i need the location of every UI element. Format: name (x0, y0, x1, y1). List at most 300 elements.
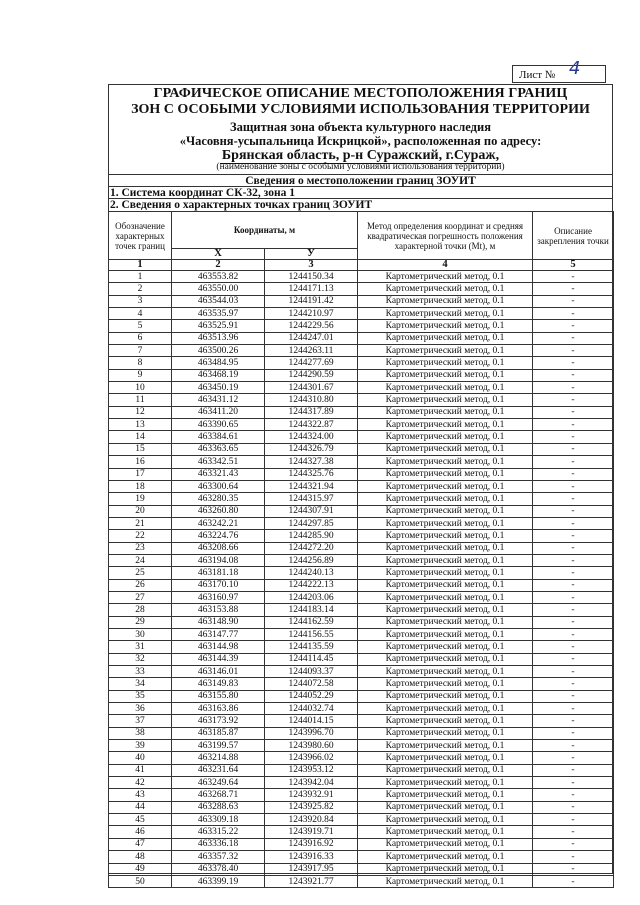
table-row (109, 295, 614, 307)
table-row (109, 517, 614, 529)
point-id-cell: 11 (109, 394, 172, 406)
y-coordinate-cell: 1243920.84 (265, 814, 358, 826)
y-coordinate-cell: 1243917.95 (265, 863, 358, 875)
x-coordinate-cell: 463363.65 (172, 443, 265, 455)
description-cell: - (533, 406, 614, 418)
point-id-cell: 27 (109, 591, 172, 603)
method-cell: Картометрический метод, 0.1 (358, 579, 533, 591)
point-id-cell: 34 (109, 678, 172, 690)
description-cell: - (533, 394, 614, 406)
description-cell: - (533, 283, 614, 295)
method-cell: Картометрический метод, 0.1 (358, 715, 533, 727)
x-coordinate-cell: 463231.64 (172, 764, 265, 776)
y-coordinate-cell: 1244315.97 (265, 493, 358, 505)
table-row (109, 863, 614, 875)
description-cell: - (533, 345, 614, 357)
description-cell: - (533, 777, 614, 789)
point-id-cell: 26 (109, 579, 172, 591)
point-id-cell: 29 (109, 616, 172, 628)
method-cell: Картометрический метод, 0.1 (358, 332, 533, 344)
point-id-cell: 28 (109, 604, 172, 616)
description-cell: - (533, 764, 614, 776)
x-coordinate-cell: 463550.00 (172, 283, 265, 295)
title-line-2: ЗОН С ОСОБЫМИ УСЛОВИЯМИ ИСПОЛЬЗОВАНИЯ ТЕРРИТОРИИ (131, 102, 590, 117)
method-cell: Картометрический метод, 0.1 (358, 505, 533, 517)
point-id-cell: 21 (109, 517, 172, 529)
table-row (109, 431, 614, 443)
description-cell: - (533, 579, 614, 591)
title-line-3: Защитная зона объекта культурного наследия (230, 120, 491, 134)
point-id-cell: 50 (109, 875, 172, 887)
column-number: 4 (358, 260, 533, 271)
x-coordinate-cell: 463342.51 (172, 456, 265, 468)
y-coordinate-cell: 1244297.85 (265, 517, 358, 529)
description-cell: - (533, 468, 614, 480)
point-id-cell: 14 (109, 431, 172, 443)
method-cell: Картометрический метод, 0.1 (358, 690, 533, 702)
x-coordinate-cell: 463185.87 (172, 727, 265, 739)
x-coordinate-cell: 463280.35 (172, 493, 265, 505)
method-cell: Картометрический метод, 0.1 (358, 431, 533, 443)
description-cell: - (533, 814, 614, 826)
description-cell: - (533, 752, 614, 764)
table-row (109, 530, 614, 542)
points-heading: 2. Сведения о характерных точках границ ЗОУИТ (108, 198, 613, 211)
description-cell: - (533, 666, 614, 678)
method-cell: Картометрический метод, 0.1 (358, 320, 533, 332)
y-coordinate-cell: 1244325.76 (265, 468, 358, 480)
y-coordinate-cell: 1244326.79 (265, 443, 358, 455)
method-cell: Картометрический метод, 0.1 (358, 419, 533, 431)
point-id-cell: 46 (109, 826, 172, 838)
table-row (109, 357, 614, 369)
y-coordinate-cell: 1244183.14 (265, 604, 358, 616)
x-coordinate-cell: 463260.80 (172, 505, 265, 517)
description-cell: - (533, 641, 614, 653)
table-row (109, 764, 614, 776)
point-id-cell: 30 (109, 628, 172, 640)
y-coordinate-cell: 1243921.77 (265, 875, 358, 887)
point-id-cell: 12 (109, 406, 172, 418)
column-number: 2 (172, 260, 265, 271)
method-cell: Картометрический метод, 0.1 (358, 345, 533, 357)
y-coordinate-cell: 1244150.34 (265, 271, 358, 283)
table-row (109, 616, 614, 628)
table-row (109, 777, 614, 789)
x-coordinate-cell: 463194.08 (172, 554, 265, 566)
description-cell: - (533, 740, 614, 752)
y-coordinate-cell: 1244256.89 (265, 554, 358, 566)
x-coordinate-cell: 463153.88 (172, 604, 265, 616)
description-cell: - (533, 493, 614, 505)
method-cell: Картометрический метод, 0.1 (358, 628, 533, 640)
y-coordinate-cell: 1244072.58 (265, 678, 358, 690)
x-coordinate-cell: 463544.03 (172, 295, 265, 307)
x-coordinate-cell: 463249.64 (172, 777, 265, 789)
y-coordinate-cell: 1243932.91 (265, 789, 358, 801)
point-id-cell: 40 (109, 752, 172, 764)
method-cell: Картометрический метод, 0.1 (358, 493, 533, 505)
y-coordinate-cell: 1244156.55 (265, 628, 358, 640)
point-id-cell: 4 (109, 308, 172, 320)
x-coordinate-cell: 463224.76 (172, 530, 265, 542)
method-cell: Картометрический метод, 0.1 (358, 851, 533, 863)
y-coordinate-cell: 1244322.87 (265, 419, 358, 431)
description-cell: - (533, 826, 614, 838)
method-cell: Картометрический метод, 0.1 (358, 826, 533, 838)
method-cell: Картометрический метод, 0.1 (358, 752, 533, 764)
column-number: 5 (533, 260, 614, 271)
point-id-cell: 24 (109, 554, 172, 566)
table-row (109, 591, 614, 603)
table-row (109, 345, 614, 357)
y-coordinate-cell: 1244171.13 (265, 283, 358, 295)
table-row (109, 542, 614, 554)
x-coordinate-cell: 463384.61 (172, 431, 265, 443)
x-coordinate-cell: 463148.90 (172, 616, 265, 628)
table-row (109, 456, 614, 468)
method-cell: Картометрический метод, 0.1 (358, 678, 533, 690)
y-coordinate-cell: 1244327.38 (265, 456, 358, 468)
table-row (109, 283, 614, 295)
description-cell: - (533, 357, 614, 369)
x-coordinate-cell: 463535.97 (172, 308, 265, 320)
method-cell: Картометрический метод, 0.1 (358, 740, 533, 752)
point-id-cell: 8 (109, 357, 172, 369)
description-cell: - (533, 419, 614, 431)
column-number: 1 (109, 260, 172, 271)
column-number: 3 (265, 260, 358, 271)
method-cell: Картометрический метод, 0.1 (358, 875, 533, 887)
header-method: Метод определения координат и средняя квадратическая погрешность положения характерной точки (Mt), м (358, 212, 533, 260)
point-id-cell: 17 (109, 468, 172, 480)
x-coordinate-cell: 463399.19 (172, 875, 265, 887)
table-row (109, 567, 614, 579)
x-coordinate-cell: 463553.82 (172, 271, 265, 283)
y-coordinate-cell: 1244290.59 (265, 369, 358, 381)
y-coordinate-cell: 1243996.70 (265, 727, 358, 739)
y-coordinate-cell: 1244114.45 (265, 653, 358, 665)
header-description: Описание закрепления точки (533, 212, 614, 260)
point-id-cell: 5 (109, 320, 172, 332)
table-row (109, 838, 614, 850)
table-row (109, 814, 614, 826)
x-coordinate-cell: 463390.65 (172, 419, 265, 431)
table-row (109, 666, 614, 678)
description-cell: - (533, 616, 614, 628)
description-cell: - (533, 382, 614, 394)
table-row (109, 308, 614, 320)
y-coordinate-cell: 1243919.71 (265, 826, 358, 838)
table-row (109, 554, 614, 566)
table-row (109, 653, 614, 665)
sheet-number: 4 (569, 58, 581, 79)
x-coordinate-cell: 463144.39 (172, 653, 265, 665)
table-row (109, 419, 614, 431)
y-coordinate-cell: 1244301.67 (265, 382, 358, 394)
point-id-cell: 13 (109, 419, 172, 431)
header-y: У (265, 249, 358, 260)
x-coordinate-cell: 463147.77 (172, 628, 265, 640)
table-row (109, 715, 614, 727)
table-row (109, 369, 614, 381)
x-coordinate-cell: 463170.10 (172, 579, 265, 591)
method-cell: Картометрический метод, 0.1 (358, 480, 533, 492)
table-row (109, 604, 614, 616)
x-coordinate-cell: 463288.63 (172, 801, 265, 813)
y-coordinate-cell: 1244307.91 (265, 505, 358, 517)
y-coordinate-cell: 1244052.29 (265, 690, 358, 702)
table-row (109, 875, 614, 887)
table-row (109, 493, 614, 505)
x-coordinate-cell: 463268.71 (172, 789, 265, 801)
x-coordinate-cell: 463309.18 (172, 814, 265, 826)
y-coordinate-cell: 1243925.82 (265, 801, 358, 813)
y-coordinate-cell: 1244210.97 (265, 308, 358, 320)
x-coordinate-cell: 463336.18 (172, 838, 265, 850)
x-coordinate-cell: 463484.95 (172, 357, 265, 369)
table-row (109, 690, 614, 702)
y-coordinate-cell: 1244247.01 (265, 332, 358, 344)
y-coordinate-cell: 1244135.59 (265, 641, 358, 653)
sheet-number-box (512, 58, 606, 83)
point-id-cell: 25 (109, 567, 172, 579)
point-id-cell: 1 (109, 271, 172, 283)
x-coordinate-cell: 463160.97 (172, 591, 265, 603)
method-cell: Картометрический метод, 0.1 (358, 653, 533, 665)
point-id-cell: 41 (109, 764, 172, 776)
sheet-label: Лист № (519, 69, 556, 81)
table-row (109, 851, 614, 863)
description-cell: - (533, 271, 614, 283)
table-row (109, 678, 614, 690)
method-cell: Картометрический метод, 0.1 (358, 591, 533, 603)
title-line-1: ГРАФИЧЕСКОЕ ОПИСАНИЕ МЕСТОПОЛОЖЕНИЯ ГРАНИЦ (153, 86, 568, 101)
table-row (109, 789, 614, 801)
method-cell: Картометрический метод, 0.1 (358, 789, 533, 801)
x-coordinate-cell: 463468.19 (172, 369, 265, 381)
y-coordinate-cell: 1244317.89 (265, 406, 358, 418)
method-cell: Картометрический метод, 0.1 (358, 443, 533, 455)
points-table (108, 211, 614, 888)
description-cell: - (533, 480, 614, 492)
x-coordinate-cell: 463155.80 (172, 690, 265, 702)
y-coordinate-cell: 1244014.15 (265, 715, 358, 727)
point-id-cell: 39 (109, 740, 172, 752)
point-id-cell: 48 (109, 851, 172, 863)
point-id-cell: 45 (109, 814, 172, 826)
y-coordinate-cell: 1244321.94 (265, 480, 358, 492)
description-cell: - (533, 604, 614, 616)
table-row (109, 271, 614, 283)
description-cell: - (533, 789, 614, 801)
method-cell: Картометрический метод, 0.1 (358, 801, 533, 813)
method-cell: Картометрический метод, 0.1 (358, 554, 533, 566)
description-cell: - (533, 320, 614, 332)
point-id-cell: 47 (109, 838, 172, 850)
description-cell: - (533, 875, 614, 887)
x-coordinate-cell: 463199.57 (172, 740, 265, 752)
method-cell: Картометрический метод, 0.1 (358, 382, 533, 394)
table-row (109, 505, 614, 517)
description-cell: - (533, 431, 614, 443)
table-row (109, 740, 614, 752)
y-coordinate-cell: 1244324.00 (265, 431, 358, 443)
point-id-cell: 44 (109, 801, 172, 813)
y-coordinate-cell: 1243980.60 (265, 740, 358, 752)
method-cell: Картометрический метод, 0.1 (358, 517, 533, 529)
y-coordinate-cell: 1244277.69 (265, 357, 358, 369)
table-row (109, 752, 614, 764)
y-coordinate-cell: 1244191.42 (265, 295, 358, 307)
table-row (109, 826, 614, 838)
table-row (109, 579, 614, 591)
address-text: Брянская область, р-н Суражский, г.Сураж, (221, 148, 500, 163)
description-cell: - (533, 369, 614, 381)
y-coordinate-cell: 1243942.04 (265, 777, 358, 789)
method-cell: Картометрический метод, 0.1 (358, 271, 533, 283)
table-row (109, 320, 614, 332)
method-cell: Картометрический метод, 0.1 (358, 666, 533, 678)
description-cell: - (533, 703, 614, 715)
description-cell: - (533, 628, 614, 640)
y-coordinate-cell: 1244032.74 (265, 703, 358, 715)
method-cell: Картометрический метод, 0.1 (358, 764, 533, 776)
method-cell: Картометрический метод, 0.1 (358, 838, 533, 850)
x-coordinate-cell: 463513.96 (172, 332, 265, 344)
table-row (109, 443, 614, 455)
x-coordinate-cell: 463208.66 (172, 542, 265, 554)
method-cell: Картометрический метод, 0.1 (358, 814, 533, 826)
description-cell: - (533, 505, 614, 517)
x-coordinate-cell: 463315.22 (172, 826, 265, 838)
table-row (109, 406, 614, 418)
header-coordinates: Координаты, м (172, 212, 358, 249)
point-id-cell: 31 (109, 641, 172, 653)
y-coordinate-cell: 1243916.33 (265, 851, 358, 863)
y-coordinate-cell: 1244310.80 (265, 394, 358, 406)
description-cell: - (533, 308, 614, 320)
x-coordinate-cell: 463163.86 (172, 703, 265, 715)
table-row (109, 480, 614, 492)
method-cell: Картометрический метод, 0.1 (358, 530, 533, 542)
method-cell: Картометрический метод, 0.1 (358, 394, 533, 406)
x-coordinate-cell: 463214.88 (172, 752, 265, 764)
y-coordinate-cell: 1244229.56 (265, 320, 358, 332)
description-cell: - (533, 591, 614, 603)
point-id-cell: 16 (109, 456, 172, 468)
x-coordinate-cell: 463450.19 (172, 382, 265, 394)
y-coordinate-cell: 1244162.59 (265, 616, 358, 628)
table-row (109, 641, 614, 653)
point-id-cell: 33 (109, 666, 172, 678)
table-row (109, 628, 614, 640)
point-id-cell: 42 (109, 777, 172, 789)
method-cell: Картометрический метод, 0.1 (358, 863, 533, 875)
description-cell: - (533, 715, 614, 727)
point-id-cell: 43 (109, 789, 172, 801)
section-title: Сведения о местоположении границ ЗОУИТ (108, 174, 613, 186)
table-row (109, 727, 614, 739)
description-cell: - (533, 456, 614, 468)
x-coordinate-cell: 463525.91 (172, 320, 265, 332)
y-coordinate-cell: 1243966.02 (265, 752, 358, 764)
coordinate-system: 1. Система координат СК-32, зона 1 (108, 186, 613, 198)
point-id-cell: 19 (109, 493, 172, 505)
y-coordinate-cell: 1244272.20 (265, 542, 358, 554)
x-coordinate-cell: 463411.20 (172, 406, 265, 418)
method-cell: Картометрический метод, 0.1 (358, 703, 533, 715)
x-coordinate-cell: 463357.32 (172, 851, 265, 863)
point-id-cell: 38 (109, 727, 172, 739)
description-cell: - (533, 653, 614, 665)
method-cell: Картометрический метод, 0.1 (358, 456, 533, 468)
y-coordinate-cell: 1244285.90 (265, 530, 358, 542)
point-id-cell: 37 (109, 715, 172, 727)
x-coordinate-cell: 463378.40 (172, 863, 265, 875)
method-cell: Картометрический метод, 0.1 (358, 468, 533, 480)
method-cell: Картометрический метод, 0.1 (358, 641, 533, 653)
method-cell: Картометрический метод, 0.1 (358, 369, 533, 381)
x-coordinate-cell: 463242.21 (172, 517, 265, 529)
x-coordinate-cell: 463149.83 (172, 678, 265, 690)
point-id-cell: 9 (109, 369, 172, 381)
table-row (109, 801, 614, 813)
method-cell: Картометрический метод, 0.1 (358, 727, 533, 739)
point-id-cell: 36 (109, 703, 172, 715)
x-coordinate-cell: 463431.12 (172, 394, 265, 406)
table-row (109, 332, 614, 344)
y-coordinate-cell: 1243953.12 (265, 764, 358, 776)
description-cell: - (533, 517, 614, 529)
point-id-cell: 35 (109, 690, 172, 702)
method-cell: Картометрический метод, 0.1 (358, 567, 533, 579)
point-id-cell: 7 (109, 345, 172, 357)
method-cell: Картометрический метод, 0.1 (358, 357, 533, 369)
description-cell: - (533, 542, 614, 554)
description-cell: - (533, 678, 614, 690)
point-id-cell: 15 (109, 443, 172, 455)
x-coordinate-cell: 463300.64 (172, 480, 265, 492)
table-row (109, 703, 614, 715)
point-id-cell: 2 (109, 283, 172, 295)
header-x: X (172, 249, 265, 260)
y-coordinate-cell: 1244222.13 (265, 579, 358, 591)
point-id-cell: 20 (109, 505, 172, 517)
table-row (109, 468, 614, 480)
y-coordinate-cell: 1244240.13 (265, 567, 358, 579)
point-id-cell: 32 (109, 653, 172, 665)
point-id-cell: 18 (109, 480, 172, 492)
method-cell: Картометрический метод, 0.1 (358, 616, 533, 628)
y-coordinate-cell: 1243916.92 (265, 838, 358, 850)
point-id-cell: 6 (109, 332, 172, 344)
method-cell: Картометрический метод, 0.1 (358, 777, 533, 789)
description-cell: - (533, 801, 614, 813)
description-cell: - (533, 838, 614, 850)
method-cell: Картометрический метод, 0.1 (358, 308, 533, 320)
description-cell: - (533, 554, 614, 566)
x-coordinate-cell: 463173.92 (172, 715, 265, 727)
description-cell: - (533, 295, 614, 307)
zone-caption: (наименование зоны с особыми условиями использования территории) (216, 162, 505, 172)
y-coordinate-cell: 1244093.37 (265, 666, 358, 678)
point-id-cell: 10 (109, 382, 172, 394)
x-coordinate-cell: 463144.98 (172, 641, 265, 653)
x-coordinate-cell: 463146.01 (172, 666, 265, 678)
x-coordinate-cell: 463181.18 (172, 567, 265, 579)
description-cell: - (533, 443, 614, 455)
